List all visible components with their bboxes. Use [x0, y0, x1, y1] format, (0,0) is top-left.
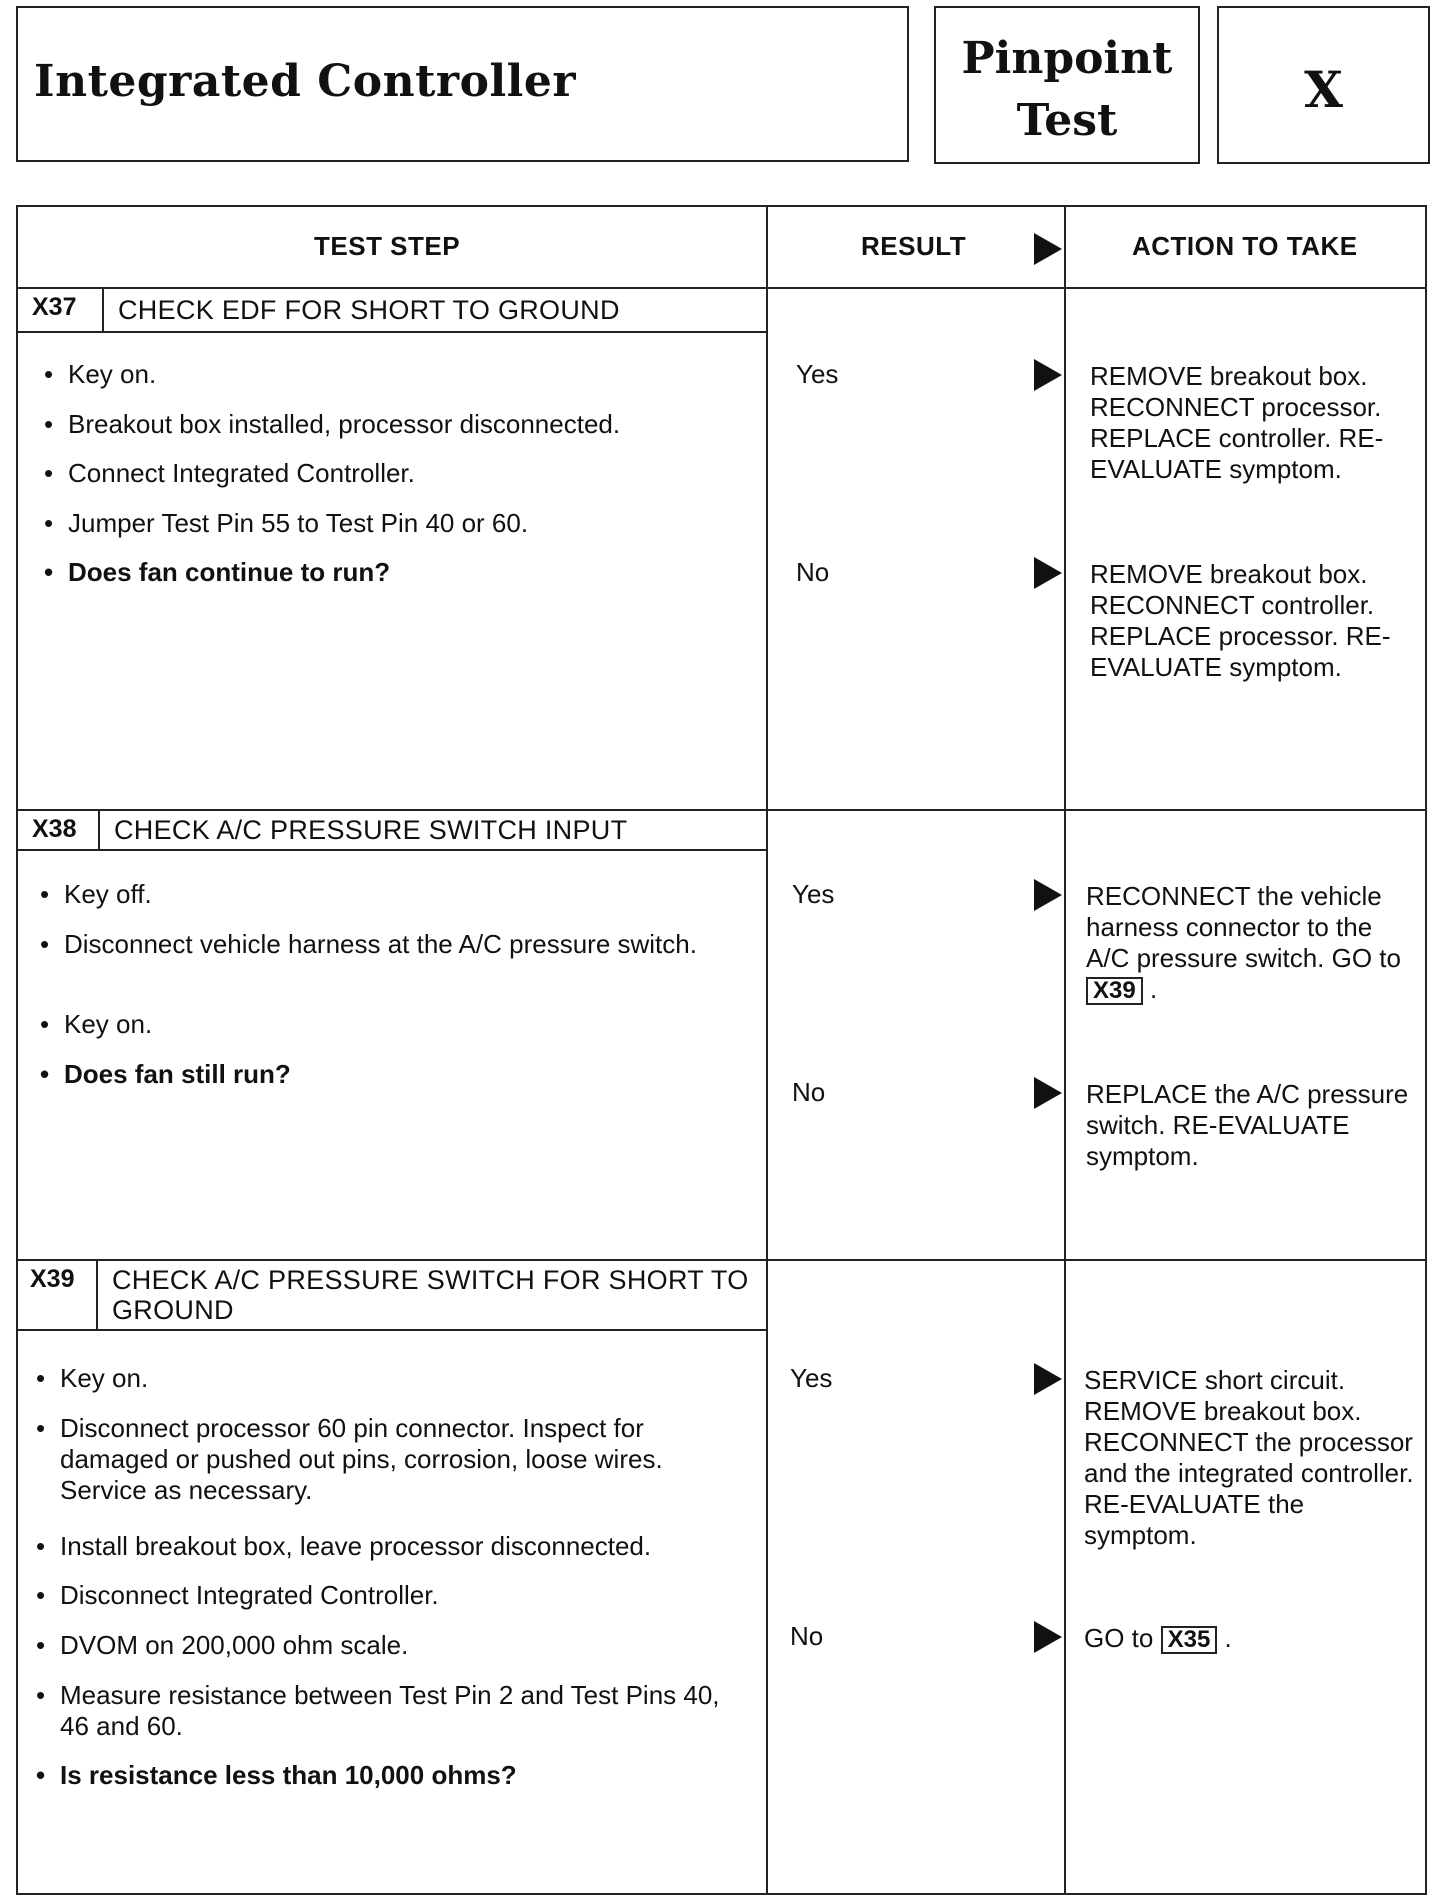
step-id: X37	[32, 293, 77, 321]
column-header-result: RESULT	[861, 231, 967, 261]
result-no: No	[790, 1621, 824, 1651]
result-no: No	[792, 1077, 826, 1107]
result-arrow-icon	[1034, 1621, 1062, 1653]
result-no: No	[796, 557, 830, 587]
step-title: CHECK A/C PRESSURE SWITCH INPUT	[114, 815, 628, 845]
list-item: • Connect Integrated Controller.	[42, 458, 742, 489]
step-title: CHECK EDF FOR SHORT TO GROUND	[118, 295, 620, 325]
list-item: • Key off.	[38, 879, 738, 910]
result-arrow-icon	[1034, 1363, 1062, 1395]
list-item: • Key on.	[42, 359, 742, 390]
list-item: • Key on.	[34, 1363, 734, 1394]
action-suffix: .	[1149, 974, 1158, 1004]
step-reference-x35[interactable]: X35	[1161, 1626, 1218, 1654]
action-text: REPLACE the A/C pressure switch. RE-EVALUATE symptom.	[1086, 1079, 1409, 1171]
list-item: • Install breakout box, leave processor disconnected.	[34, 1531, 734, 1562]
list-item: • Key on.	[38, 1009, 738, 1040]
title-box	[16, 6, 909, 162]
list-item-question: • Does fan continue to run?	[42, 557, 742, 588]
test-type-box	[934, 6, 1200, 164]
test-type-line2: Test	[1016, 95, 1118, 146]
test-type-line1: Pinpoint	[961, 33, 1173, 84]
action-text: RECONNECT the vehicle harness connector to the A/C pressure switch. GO to	[1086, 881, 1401, 973]
action-text: REMOVE breakout box. RECONNECT processor. REPLACE controller. RE-EVALUATE symptom.	[1090, 361, 1384, 484]
column-header-test-step: TEST STEP	[314, 231, 461, 261]
action-text: SERVICE short circuit. REMOVE breakout box. RECONNECT the processor and the integrated controller. RE-EVALUATE the symptom.	[1084, 1365, 1414, 1550]
header-divider	[18, 287, 1425, 289]
page-title: Integrated Controller	[34, 56, 577, 107]
test-letter: X	[1304, 60, 1343, 119]
list-item-question: • Is resistance less than 10,000 ohms?	[34, 1760, 734, 1791]
column-header-action: ACTION TO TAKE	[1132, 231, 1358, 261]
test-table	[16, 205, 1427, 1895]
column-divider-result	[766, 207, 768, 1893]
list-item-question: • Does fan still run?	[38, 1059, 738, 1090]
list-item: • Disconnect vehicle harness at the A/C pressure switch.	[38, 929, 738, 960]
action-text: GO to	[1084, 1623, 1154, 1653]
action-text: REMOVE breakout box. RECONNECT controller. REPLACE processor. RE-EVALUATE symptom.	[1090, 559, 1391, 682]
action-block	[1084, 1623, 1414, 1654]
result-yes: Yes	[790, 1363, 833, 1393]
result-arrow-icon	[1034, 879, 1062, 911]
step-divider	[18, 1259, 1425, 1261]
step-reference-x39[interactable]: X39	[1086, 977, 1143, 1005]
list-item: • Disconnect Integrated Controller.	[34, 1580, 734, 1611]
column-divider-action	[1064, 207, 1066, 1893]
list-item: • DVOM on 200,000 ohm scale.	[34, 1630, 734, 1661]
list-item: • Breakout box installed, processor disconnected.	[42, 409, 742, 440]
result-arrow-icon	[1034, 557, 1062, 589]
list-item: • Jumper Test Pin 55 to Test Pin 40 or 60.	[42, 508, 742, 539]
result-yes: Yes	[792, 879, 835, 909]
step-title: CHECK A/C PRESSURE SWITCH FOR SHORT TO GROUND	[112, 1265, 749, 1325]
step-id: X39	[30, 1265, 75, 1293]
test-letter-box	[1217, 6, 1430, 164]
result-arrow-icon	[1034, 233, 1062, 265]
list-item: • Disconnect processor 60 pin connector. Inspect for damaged or pushed out pins, corrosion, loose wires. Service as necessary.	[34, 1413, 734, 1506]
result-arrow-icon	[1034, 359, 1062, 391]
action-block	[1086, 881, 1416, 1005]
step-id: X38	[32, 815, 77, 843]
list-item: • Measure resistance between Test Pin 2 and Test Pins 40, 46 and 60.	[34, 1680, 734, 1742]
result-arrow-icon	[1034, 1077, 1062, 1109]
action-suffix: .	[1224, 1623, 1232, 1653]
step-divider	[18, 809, 1425, 811]
result-yes: Yes	[796, 359, 839, 389]
